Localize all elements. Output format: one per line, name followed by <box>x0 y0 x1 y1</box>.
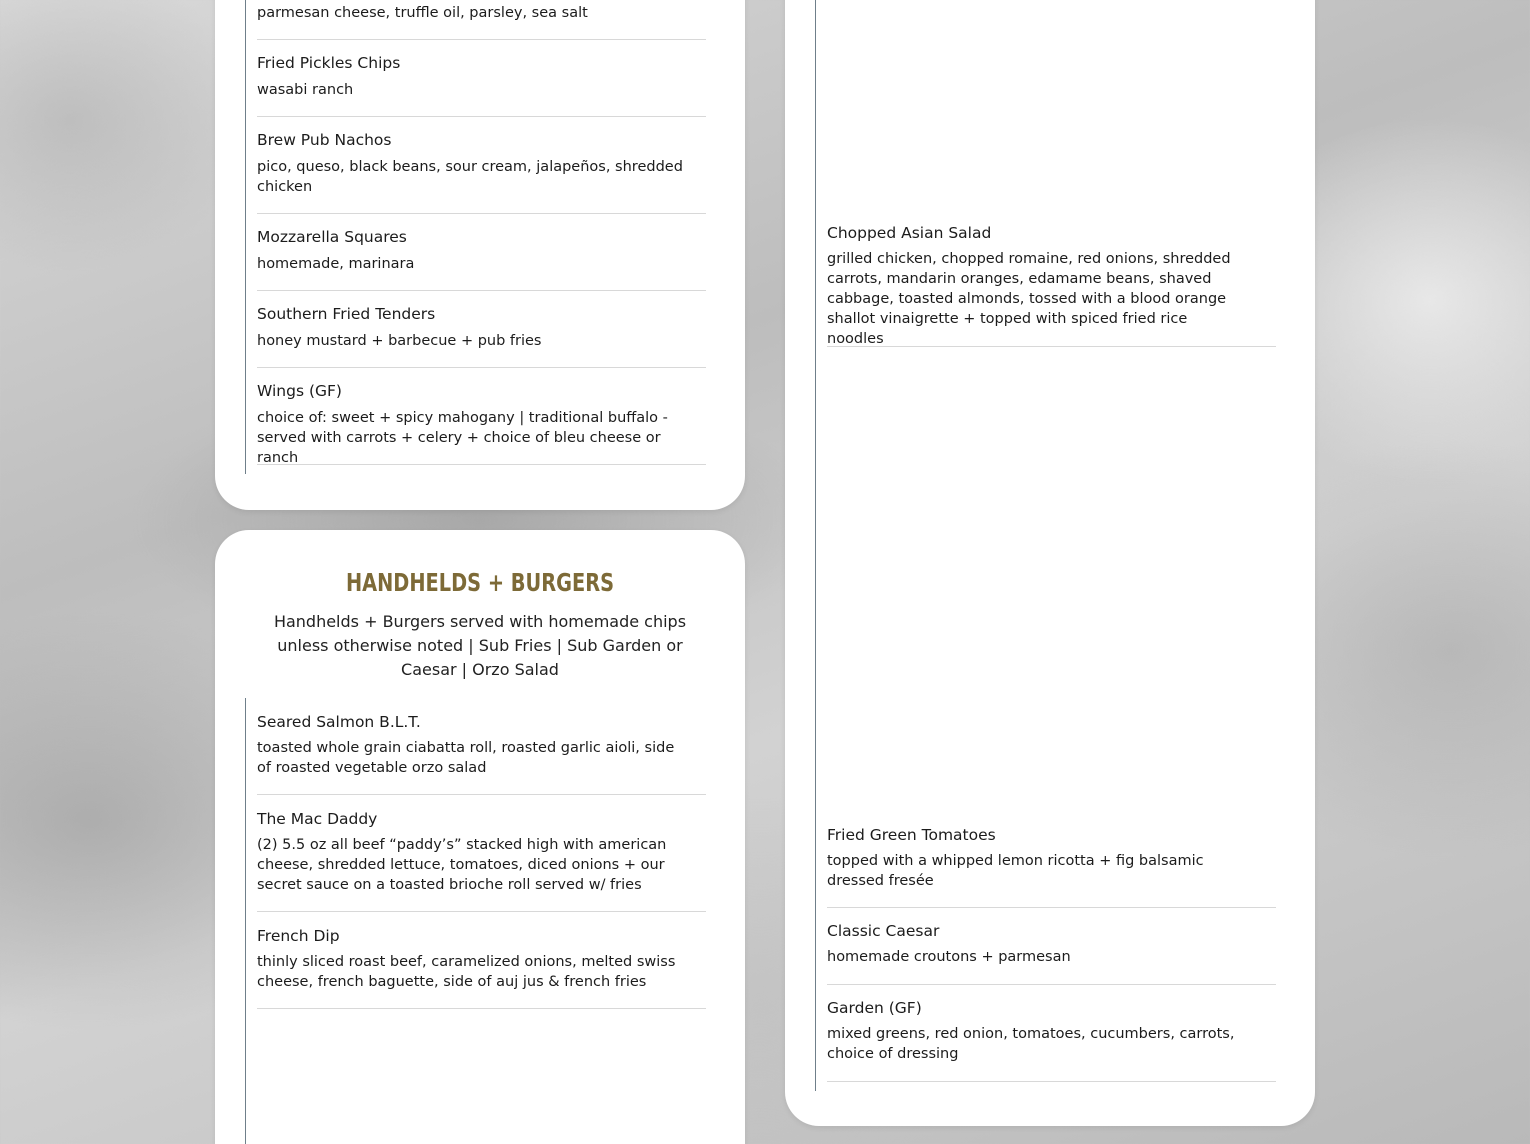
item-name: The Mac Daddy <box>257 810 378 828</box>
handhelds-card <box>215 530 745 1144</box>
item-name: Brew Pub Nachos <box>257 131 392 149</box>
item-name: Seared Salmon B.L.T. <box>257 713 421 731</box>
menu-item <box>827 985 1276 1082</box>
menu-item <box>257 40 706 117</box>
item-name: Classic Caesar <box>827 922 940 940</box>
salads-list <box>815 0 1275 1091</box>
item-name: Wings (GF) <box>257 382 342 400</box>
item-description: topped with a whipped lemon ricotta + fig balsamic dressed fresée <box>827 853 1204 889</box>
item-description: wasabi ranch <box>257 82 354 98</box>
handhelds-list <box>245 698 705 1144</box>
item-description: homemade croutons + parmesan <box>827 949 1071 965</box>
section-note: Handhelds + Burgers served with homemade chips unless otherwise noted | Sub Fries | Sub Garden or Caesar | Orzo Salad <box>273 612 687 679</box>
menu-item <box>257 291 706 368</box>
item-description: grilled chicken, chopped romaine, red onions, shredded carrots, mandarin oranges, edamame beans, shaved cabbage, toasted almonds, tossed with a blood orange shallot vinaigrette + topped with spiced fried rice noodles <box>827 251 1231 347</box>
item-description: toasted whole grain ciabatta roll, roasted garlic aioli, side of roasted vegetable orzo salad <box>257 740 675 776</box>
item-description: thinly sliced roast beef, caramelized onions, melted swiss cheese, french baguette, side of auj jus & french fries <box>257 954 676 990</box>
item-description: honey mustard + barbecue + pub fries <box>257 333 542 349</box>
item-description: choice of: sweet + spicy mahogany | traditional buffalo - served with carrots + celery + choice of bleu cheese or ranch <box>257 410 668 466</box>
item-name: French Dip <box>257 927 340 945</box>
item-name: Chopped Asian Salad <box>827 224 992 242</box>
item-description: parmesan cheese, truffle oil, parsley, sea salt <box>257 5 588 21</box>
menu-item <box>827 347 1276 908</box>
item-name: Garden (GF) <box>827 999 922 1017</box>
menu-item <box>257 368 706 465</box>
item-name: Fried Pickles Chips <box>257 54 401 72</box>
menu-item <box>827 908 1276 985</box>
item-name: Mozzarella Squares <box>257 228 407 246</box>
item-description: mixed greens, red onion, tomatoes, cucumbers, carrots, choice of dressing <box>827 1026 1235 1062</box>
appetizers-card <box>215 0 745 510</box>
menu-item <box>827 0 1276 347</box>
item-description: pico, queso, black beans, sour cream, jalapeños, shredded chicken <box>257 159 683 195</box>
menu-item <box>257 117 706 214</box>
item-name: Southern Fried Tenders <box>257 305 436 323</box>
section-title: HANDHELDS + BURGERS <box>345 568 615 597</box>
item-description: homemade, marinara <box>257 256 415 272</box>
salads-card <box>785 0 1315 1126</box>
menu-item <box>257 795 706 912</box>
appetizers-list <box>245 0 705 474</box>
item-name: Fried Green Tomatoes <box>827 826 996 844</box>
menu-item <box>257 698 706 795</box>
item-description: (2) 5.5 oz all beef “paddy’s” stacked high with american cheese, shredded lettuce, tomatoes, diced onions + our secret sauce on a toasted brioche roll served w/ fries <box>257 837 667 893</box>
menu-item <box>257 912 706 1009</box>
menu-item <box>257 0 706 40</box>
menu-item <box>257 214 706 291</box>
